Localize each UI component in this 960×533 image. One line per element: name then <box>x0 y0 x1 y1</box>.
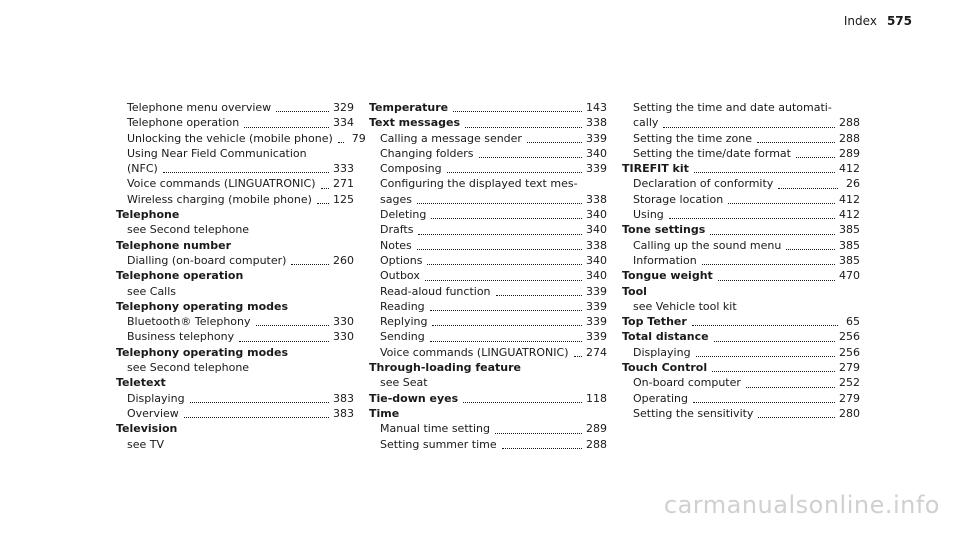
index-heading <box>369 100 607 115</box>
entry-text: Total distance <box>622 330 709 344</box>
entry-text: Voice commands (LINGUATRONIC) <box>127 177 316 191</box>
page-ref[interactable]: 340 <box>586 253 607 267</box>
dot-leader <box>757 141 835 143</box>
dot-leader <box>574 355 582 357</box>
index-column-2 <box>369 100 607 452</box>
index-entry <box>622 391 860 406</box>
dot-leader <box>728 202 835 204</box>
index-entry <box>116 146 354 161</box>
entry-text: Calling up the sound menu <box>633 238 782 252</box>
index-entry <box>369 284 607 299</box>
page-ref[interactable]: 26 <box>846 177 860 191</box>
index-entry <box>622 100 860 115</box>
page-ref[interactable]: 279 <box>839 361 860 375</box>
page-ref[interactable]: 339 <box>586 284 607 298</box>
index-heading <box>369 406 607 421</box>
index-entry <box>622 238 860 253</box>
page-ref[interactable]: 340 <box>586 208 607 222</box>
index-entry <box>622 146 860 161</box>
page-ref[interactable]: 274 <box>586 345 607 359</box>
page-ref[interactable]: 260 <box>333 253 354 267</box>
page-ref[interactable]: 339 <box>586 330 607 344</box>
index-heading <box>622 268 860 283</box>
dot-leader <box>778 187 838 189</box>
entry-text: Setting the time and date automati- <box>633 101 832 114</box>
entry-text: Telephone <box>116 208 180 222</box>
entry-text: Using <box>633 208 664 222</box>
entry-text: Touch Control <box>622 361 708 375</box>
dot-leader <box>694 171 835 173</box>
dot-leader <box>718 279 835 281</box>
index-entry <box>369 375 607 390</box>
index-heading <box>622 284 860 299</box>
entry-text: TIREFIT kit <box>622 162 689 176</box>
dot-leader <box>758 416 835 418</box>
entry-text: Through-loading feature <box>369 361 521 375</box>
index-heading <box>116 268 354 283</box>
entry-text: Read-aloud function <box>380 284 491 298</box>
page-ref[interactable]: 385 <box>839 238 860 252</box>
entry-text: Unlocking the vehicle (mobile phone) <box>127 131 333 145</box>
entry-text: Setting the time/date format <box>633 146 791 160</box>
index-heading <box>116 207 354 222</box>
page-ref[interactable]: 412 <box>839 162 860 176</box>
dot-leader <box>431 217 582 219</box>
dot-leader <box>714 340 835 342</box>
entry-text: see TV <box>127 437 165 451</box>
entry-text: Business telephony <box>127 330 235 344</box>
entry-text: Tongue weight <box>622 269 713 283</box>
entry-text: Text messages <box>369 116 461 130</box>
entry-text: Options <box>380 253 423 267</box>
dot-leader <box>696 355 835 357</box>
index-entry <box>369 253 607 268</box>
page-ref[interactable]: 256 <box>839 345 860 359</box>
dot-leader <box>693 401 835 403</box>
page-ref[interactable]: 385 <box>839 253 860 267</box>
dot-leader <box>453 110 582 112</box>
dot-leader <box>502 447 582 449</box>
index-entry <box>622 176 860 191</box>
index-entry <box>116 131 366 146</box>
dot-leader <box>669 217 835 219</box>
dot-leader <box>786 248 835 250</box>
dot-leader <box>692 324 838 326</box>
entry-text: On-board computer <box>633 376 741 390</box>
index-entry <box>369 146 607 161</box>
page-ref[interactable]: 339 <box>586 162 607 176</box>
index-heading <box>116 375 354 390</box>
entry-text: Telephone menu overview <box>127 101 272 114</box>
index-entry <box>369 421 607 436</box>
entry-text: Outbox <box>380 269 420 283</box>
dot-leader <box>663 126 835 128</box>
page-header <box>844 14 912 28</box>
entry-text: see Seat <box>380 376 428 390</box>
entry-text: Setting the time zone <box>633 131 753 145</box>
page-ref[interactable]: 65 <box>846 315 860 329</box>
index-heading <box>622 329 860 344</box>
dot-leader <box>712 370 835 372</box>
dot-leader <box>527 141 582 143</box>
page-ref[interactable]: 340 <box>586 146 607 160</box>
entry-text: Displaying <box>127 391 185 405</box>
index-entry <box>116 406 354 421</box>
index-entry <box>622 115 860 130</box>
dot-leader <box>495 432 582 434</box>
dot-leader <box>256 324 329 326</box>
index-heading <box>116 299 354 314</box>
entry-text: Manual time setting <box>380 422 490 436</box>
entry-text: Deleting <box>380 208 427 222</box>
index-entry <box>116 161 354 176</box>
page-ref[interactable]: 143 <box>586 101 607 114</box>
dot-leader <box>430 309 582 311</box>
entry-text: Replying <box>380 315 428 329</box>
index-entry <box>369 192 607 207</box>
page-ref[interactable]: 252 <box>839 376 860 390</box>
index-entry <box>622 375 860 390</box>
entry-text: Temperature <box>369 101 449 114</box>
index-entry <box>369 314 607 329</box>
page-ref[interactable]: 288 <box>839 116 860 130</box>
index-entry <box>116 176 354 191</box>
dot-leader <box>321 187 329 189</box>
entry-text: Storage location <box>633 192 724 206</box>
entry-text: Using Near Field Communication <box>127 146 307 160</box>
index-entry <box>622 406 860 421</box>
entry-text: Telephone number <box>116 238 232 252</box>
index-column-1 <box>116 100 366 452</box>
entry-text: Dialling (on-board computer) <box>127 253 287 267</box>
dot-leader <box>496 294 582 296</box>
page-ref[interactable]: 338 <box>586 116 607 130</box>
page-ref[interactable]: 385 <box>839 223 860 237</box>
entry-text: Wireless charging (mobile phone) <box>127 192 312 206</box>
dot-leader <box>432 324 582 326</box>
page-ref[interactable]: 338 <box>586 192 607 206</box>
entry-text: Configuring the displayed text mes- <box>380 177 578 191</box>
entry-text: Voice commands (LINGUATRONIC) <box>380 345 569 359</box>
index-entry <box>116 253 354 268</box>
index-heading <box>622 314 860 329</box>
dot-leader <box>447 171 582 173</box>
index-entry <box>369 207 607 222</box>
index-column-3 <box>622 100 860 421</box>
index-heading <box>369 391 607 406</box>
index-entry <box>622 253 860 268</box>
entry-text: Setting summer time <box>380 437 497 451</box>
index-entry <box>369 131 607 146</box>
index-heading <box>622 222 860 237</box>
dot-leader <box>184 416 329 418</box>
index-entry <box>116 437 354 452</box>
entry-text: see Vehicle tool kit <box>633 299 737 313</box>
page-ref[interactable]: 340 <box>586 223 607 237</box>
page-ref[interactable]: 333 <box>333 162 354 176</box>
dot-leader <box>417 248 582 250</box>
entry-text: Bluetooth® Telephony <box>127 315 251 329</box>
entry-text: Drafts <box>380 223 414 237</box>
page-ref[interactable]: 289 <box>586 422 607 436</box>
page-ref[interactable]: 280 <box>839 406 860 420</box>
entry-text: Reading <box>380 299 425 313</box>
index-entry <box>116 284 354 299</box>
dot-leader <box>430 340 582 342</box>
index-entry <box>369 299 607 314</box>
entry-text: Telephone operation <box>116 269 244 283</box>
entry-text: Notes <box>380 238 412 252</box>
entry-text: see Calls <box>127 284 177 298</box>
index-entry <box>116 100 354 115</box>
dot-leader <box>163 171 329 173</box>
entry-text: Telephony operating modes <box>116 299 289 313</box>
page-ref[interactable]: 340 <box>586 269 607 283</box>
page-ref[interactable]: 412 <box>839 192 860 206</box>
index-entry <box>369 222 607 237</box>
page-ref[interactable]: 338 <box>586 238 607 252</box>
page-ref[interactable]: 329 <box>333 101 354 114</box>
dot-leader <box>425 279 582 281</box>
dot-leader <box>427 263 582 265</box>
index-entry <box>369 161 607 176</box>
dot-leader <box>465 126 582 128</box>
entry-text: (NFC) <box>127 162 158 176</box>
entry-text: sages <box>380 192 412 206</box>
index-entry <box>116 391 354 406</box>
dot-leader <box>463 401 582 403</box>
page-ref[interactable]: 339 <box>586 315 607 329</box>
page-ref[interactable]: 256 <box>839 330 860 344</box>
page-ref[interactable]: 288 <box>586 437 607 451</box>
index-heading <box>116 345 354 360</box>
page-ref[interactable]: 339 <box>586 131 607 145</box>
page-ref[interactable]: 334 <box>333 116 354 130</box>
dot-leader <box>710 233 835 235</box>
dot-leader <box>702 263 835 265</box>
entry-text: see Second telephone <box>127 361 250 375</box>
index-entry <box>622 345 860 360</box>
page-ref[interactable]: 125 <box>333 192 354 206</box>
index-entry <box>369 268 607 283</box>
entry-text: see Second telephone <box>127 223 250 237</box>
entry-text: Top Tether <box>622 315 687 329</box>
index-entry <box>622 131 860 146</box>
dot-leader <box>479 156 582 158</box>
page-number: 575 <box>886 14 912 28</box>
index-entry <box>369 238 607 253</box>
entry-text: Declaration of conformity <box>633 177 774 191</box>
entry-text: Television <box>116 422 178 436</box>
index-heading <box>622 161 860 176</box>
dot-leader <box>239 340 329 342</box>
entry-text: Time <box>369 406 400 420</box>
index-heading <box>116 421 354 436</box>
dot-leader <box>244 126 329 128</box>
index-entry <box>369 176 607 191</box>
dot-leader <box>276 110 329 112</box>
dot-leader <box>338 141 344 143</box>
entry-text: Displaying <box>633 345 691 359</box>
index-entry <box>369 437 607 452</box>
page-ref[interactable]: 383 <box>333 391 354 405</box>
index-entry <box>622 299 860 314</box>
dot-leader <box>291 263 329 265</box>
page-ref[interactable]: 271 <box>333 177 354 191</box>
entry-text: Tool <box>622 284 647 298</box>
entry-text: Telephone operation <box>127 116 240 130</box>
index-heading <box>116 238 354 253</box>
page-ref[interactable]: 288 <box>839 131 860 145</box>
dot-leader <box>746 386 835 388</box>
page-ref[interactable]: 330 <box>333 315 354 329</box>
entry-text: Changing folders <box>380 146 474 160</box>
dot-leader <box>317 202 329 204</box>
index-entry <box>116 192 354 207</box>
page-ref[interactable]: 339 <box>586 299 607 313</box>
index-entry <box>369 345 607 360</box>
dot-leader <box>418 233 582 235</box>
dot-leader <box>417 202 582 204</box>
header-title: Index <box>843 14 877 28</box>
entry-text: cally <box>633 116 659 130</box>
entry-text: Tie-down eyes <box>369 391 459 405</box>
page-ref[interactable]: 383 <box>333 406 354 420</box>
index-entry <box>116 314 354 329</box>
entry-text: Composing <box>380 162 442 176</box>
page-ref[interactable]: 279 <box>839 391 860 405</box>
index-entry <box>116 360 354 375</box>
index-entry <box>369 329 607 344</box>
index-heading <box>369 360 607 375</box>
index-entry <box>622 192 860 207</box>
index-heading <box>622 360 860 375</box>
entry-text: Teletext <box>116 376 166 390</box>
page-ref[interactable]: 470 <box>839 269 860 283</box>
index-entry <box>116 329 354 344</box>
entry-text: Information <box>633 253 697 267</box>
page-ref[interactable]: 289 <box>839 146 860 160</box>
page-ref[interactable]: 412 <box>839 208 860 222</box>
page-ref[interactable]: 118 <box>586 391 607 405</box>
index-entry <box>116 222 354 237</box>
index-entry <box>116 115 354 130</box>
page-ref[interactable]: 79 <box>351 131 366 145</box>
index-heading <box>369 115 607 130</box>
index-entry <box>622 207 860 222</box>
entry-text: Overview <box>127 406 179 420</box>
dot-leader <box>190 401 329 403</box>
page-ref[interactable]: 330 <box>333 330 354 344</box>
entry-text: Tone settings <box>622 223 706 237</box>
watermark: carmanualsonline.info <box>663 491 940 519</box>
entry-text: Setting the sensitivity <box>633 406 754 420</box>
entry-text: Telephony operating modes <box>116 345 289 359</box>
entry-text: Calling a message sender <box>380 131 522 145</box>
dot-leader <box>796 156 835 158</box>
entry-text: Sending <box>380 330 425 344</box>
entry-text: Operating <box>633 391 688 405</box>
